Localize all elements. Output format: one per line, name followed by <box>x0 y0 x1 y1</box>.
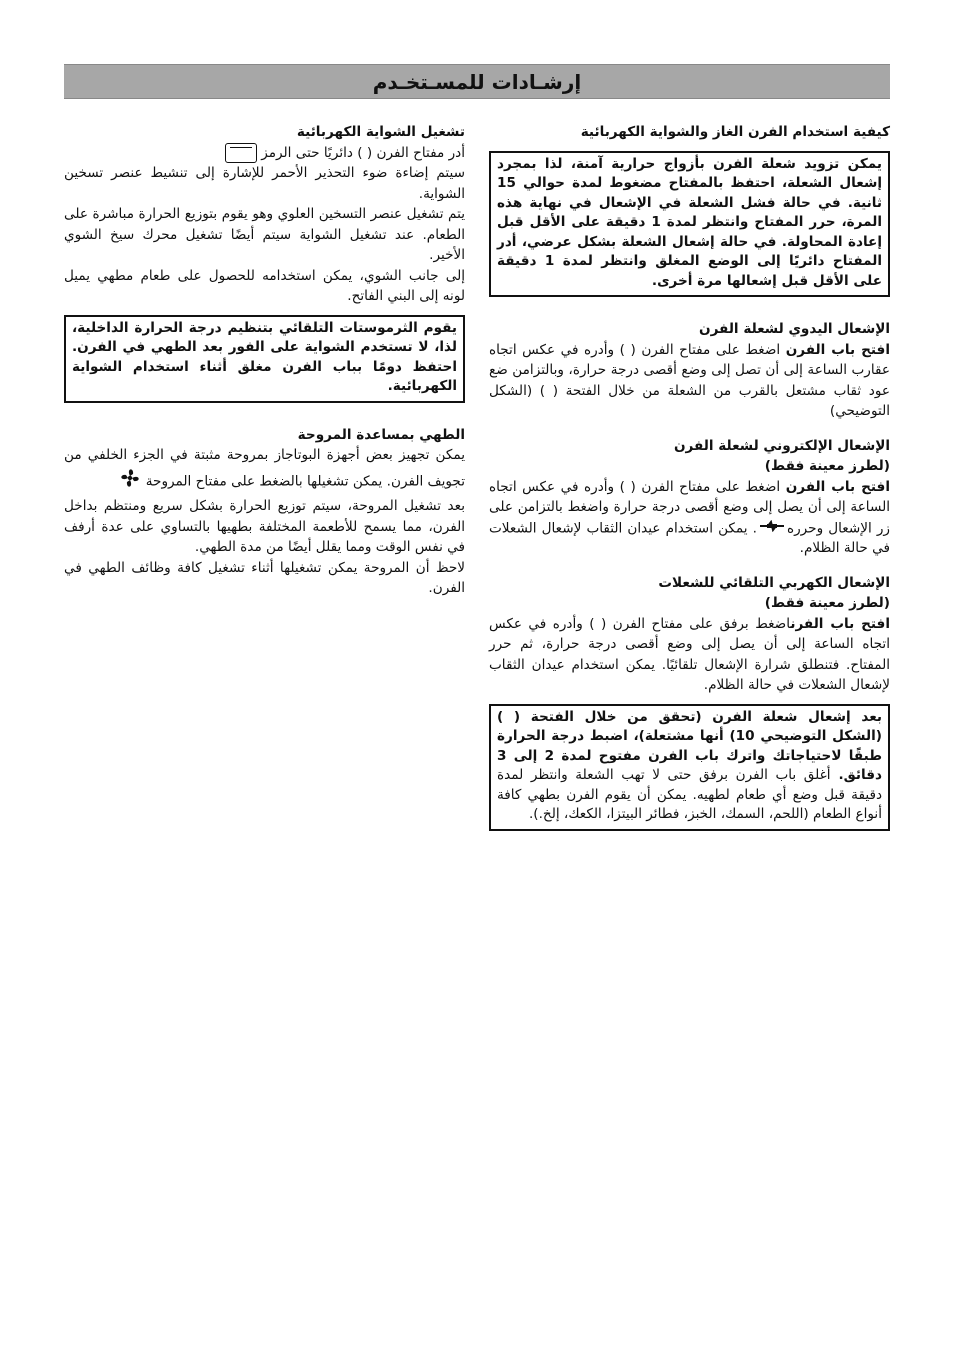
page-header <box>64 64 890 99</box>
electronic-ignition-subtitle: (لطرز معينة فقط) <box>764 458 890 474</box>
electronic-ignition-body-b: . يمكن استخدام عيدان الثقاب لإشعال الشعلات في حالة الظلام. <box>489 519 890 557</box>
fan-paragraph-3: لاحظ أن المروحة يمكن تشغيلها أثناء تشغيل كافة وظائف الطهي في الفرن. <box>64 559 465 596</box>
manual-ignition-body: اضغط على مفتاح الفرن ( ) وأدره في عكس اتجاه عقارب الساعة إلى أن تصل إلى وضع أقصى درجة حرارة، وبالتزامن ضع عود ثقاب مشتعل بالقرب من الشعلة من خلال الفتحة ( ) (الشكل التوضيحي) <box>489 341 890 419</box>
section-title-electronic-ignition: الإشعال الإلكتروني لشعلة الفرن <box>673 437 890 454</box>
after-ignition-plain-text: أغلق باب الفرن برفق حتى لا تهب الشعلة وانتظر لمدة دقيقة قبل وضع أي طعام لطهيه. يمكن أن يقوم الفرن بطهي كافة أنواع الطعام (اللحم، السمك، الخبز، فطائر البيتزا، الكعك، إلخ.). <box>497 767 882 823</box>
grill-paragraph-1 <box>64 143 465 205</box>
electronic-ignition-text <box>489 477 890 559</box>
auto-ignition-text <box>489 614 890 696</box>
left-column <box>64 122 465 599</box>
page-title: إرشـادات للمسـتخـدم <box>372 69 582 94</box>
section-title-auto-ignition: الإشعال الكهربي التلقائي للشعلات <box>658 574 890 591</box>
thermostat-notice-text: يقوم الثرموستات التلقائي بتنظيم درجة الحرارة الداخلية، لذا، لا تستخدم الشواية على الفور بعد الطهي في الفرن. احتفظ دومًا بباب الفرن مغلق أثناء استخدام الشواية الكهربائية. <box>72 319 457 394</box>
section-title-electric-grill: تشغيل الشواية الكهربائية <box>296 124 465 140</box>
fan-paragraph-1 <box>64 445 465 496</box>
electronic-ignition-body-a: اضغط على مفتاح الفرن ( ) وأدره في عكس اتجاه الساعة إلى أن يصل إلى وضع أقصى درجة حرارة واضغط بالتزامن على زر الإشعال وحرره <box>489 478 890 536</box>
after-ignition-box <box>489 704 890 831</box>
manual-ignition-text <box>489 340 890 422</box>
manual-ignition-lead: افتح باب الفرن <box>785 341 890 358</box>
auto-ignition-subtitle: (لطرز معينة فقط) <box>764 595 890 612</box>
electronic-ignition-lead: افتح باب الفرن <box>785 478 890 495</box>
section-title-oven-usage: كيفية استخدام الفرن الغاز والشواية الكهربائية <box>580 124 890 140</box>
grill-symbol-icon <box>225 143 257 163</box>
spark-icon <box>759 518 785 539</box>
grill-paragraph-3: إلى جانب الشوي، يمكن استخدامه للحصول على طعام مطهي يميل لونه إلى البني الفاتح. <box>64 267 465 304</box>
fan-text-1: يمكن تجهيز بعض أجهزة البوتاجاز بمروحة مثبتة في الجزء الخلفي من تجويف الفرن. يمكن تشغيلها بالضغط على مفتاح المروحة <box>64 447 465 489</box>
section-title-manual-ignition: الإشعال اليدوي لشعلة الفرن <box>698 321 890 337</box>
fan-icon <box>118 466 142 497</box>
safety-notice-text: يمكن تزويد شعلة الفرن بأزواج حرارية آمنة، لذا بمجرد إشعال الشعلة، احتفظ بالمفتاح مضغوط لمدة حوالي 15 ثانية. في حالة فشل الشعلة في الإشعال في نهاية هذه المرة، حرر المفتاح وانتظر لمدة 1 دقيقة على الأقل قبل إعادة المحاولة. في حالة إشعال الشعلة بشكل عرضي، أدر المفتاح دائريًا إلى الوضع المغلق وانتظر لمدة 1 دقيقة على الأقل قبل إشعالها مرة أخرى. <box>497 155 883 289</box>
safety-notice-box <box>489 151 890 298</box>
grill-paragraph-2: يتم تشغيل عنصر التسخين العلوي وهو يقوم بتوزيع الحرارة مباشرة على الطعام. عند تشغيل الشواية سيتم أيضًا تشغيل محرك سيخ الشوي الأخير. <box>64 206 465 263</box>
fan-paragraph-2: بعد تشغيل المروحة، سيتم توزيع الحرارة بشكل سريع ومنتظم بداخل الفرن، مما يسمح للأطعمة المختلفة بطهيها بالتساوي على عدة أرفف في نفس الوقت ومما يقلل أيضًا من مدة الطهي. <box>64 498 465 555</box>
section-title-fan-cooking: الطهي بمساعدة المروحة <box>297 426 465 443</box>
auto-ignition-body: اضغط برفق على مفتاح الفرن ( ) وأدره في عكس اتجاه الساعة إلى أن يصل إلى وضع أقصى درجة حرارة، ثم حرر المفتاح. فتنطلق شرارة الإشعال تلقائيًا. يمكن استخدام عيدان الثقاب لإشعال الشعلات في حالة الظلام. <box>489 615 890 694</box>
thermostat-notice-box <box>64 315 465 403</box>
grill-text-1b: سيتم إضاءة ضوء التحذير الأحمر للإشارة إلى تنشيط عنصر تسخين الشواية. <box>64 165 465 202</box>
grill-text-1a: أدر مفتاح الفرن ( ) دائريًا حتى الرمز <box>261 144 465 161</box>
after-ignition-bold-text: بعد إشعال شعلة الفرن (تحقق من خلال الفتحة ( ) (الشكل التوضيحي 10) أنها مشتعلة)، اضبط درجة الحرارة طبقًا لاحتياجاتك واترك باب الفرن مفتوح لمدة 2 إلى 3 دقائق. <box>497 708 883 784</box>
right-column <box>489 122 890 831</box>
auto-ignition-lead: افتح باب الفرن <box>790 615 890 632</box>
